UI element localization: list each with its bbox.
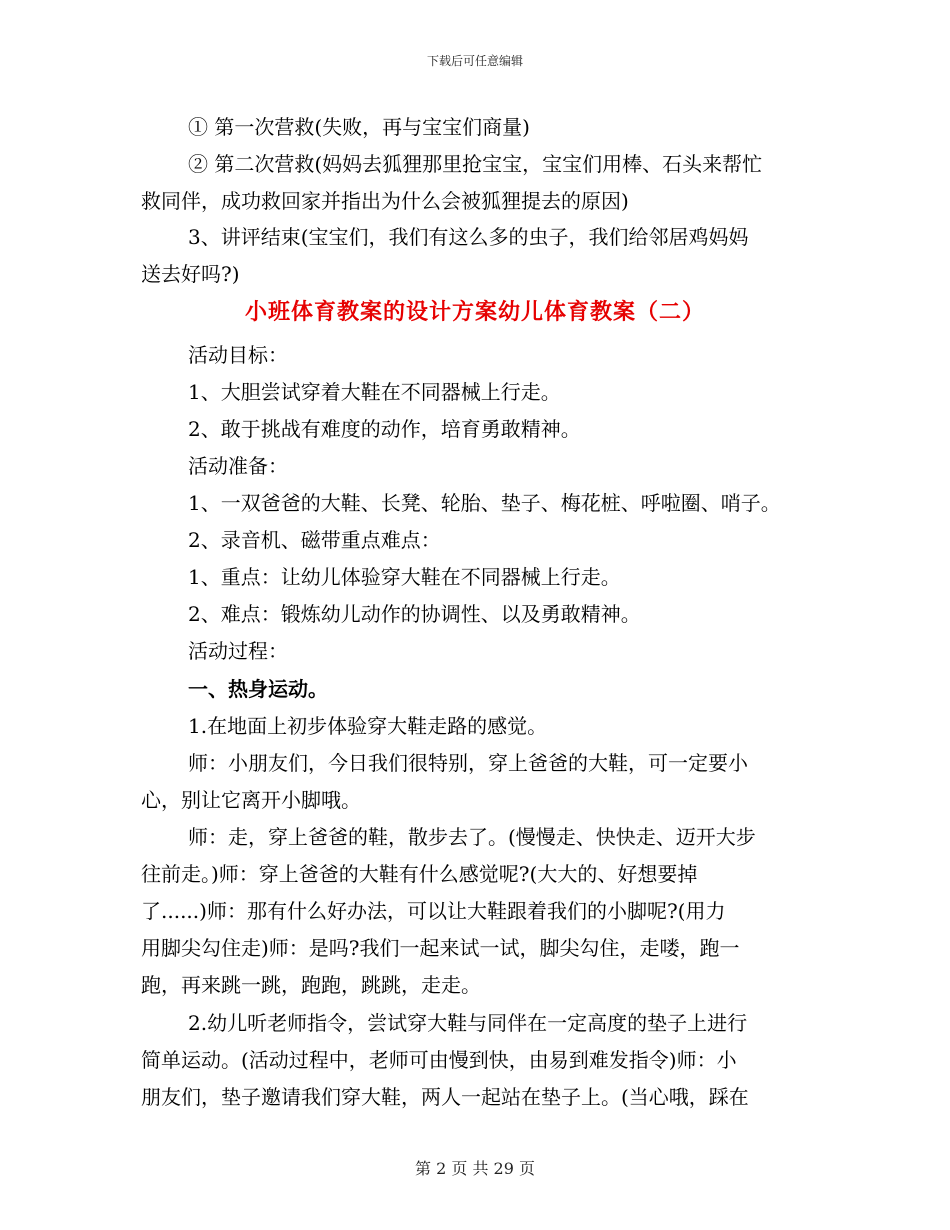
text-line: 2、录音机、磁带重点难点： [188,528,441,552]
subheading: 一、热身运动。 [188,677,328,701]
text-line: ① 第一次营救(失败，再与宝宝们商量) [188,115,530,139]
text-line: 活动目标： [188,343,288,367]
text-line: 3、讲评结束(宝宝们，我们有这么多的虫子，我们给邻居鸡妈妈 [188,225,749,249]
page-header: 下载后可任意编辑 [426,54,523,68]
text-line: 1、一双爸爸的大鞋、长凳、轮胎、垫子、梅花桩、呼啦圈、哨子。 [188,491,781,515]
text-line: 1、大胆尝试穿着大鞋在不同器械上行走。 [188,380,561,404]
text-line: 往前走。)师：穿上爸爸的大鞋有什么感觉呢?(大大的、好想要掉 [141,862,698,886]
text-line: 1、重点：让幼儿体验穿大鞋在不同器械上行走。 [188,565,621,589]
text-line: ② 第二次营救(妈妈去狐狸那里抢宝宝，宝宝们用棒、石头来帮忙 [188,152,763,176]
page-footer: 第 2 页 共 29 页 [415,1159,535,1178]
text-line: 活动准备： [188,454,288,478]
text-line: 用脚尖勾住走)师：是吗?我们一起来试一试，脚尖勾住，走喽，跑一 [141,936,740,960]
text-line: 了......)师：那有什么好办法，可以让大鞋跟着我们的小脚呢?(用力 [141,899,726,923]
text-line: 跑，再来跳一跳，跑跑，跳跳，走走。 [141,973,481,997]
text-line: 2、难点：锻炼幼儿动作的协调性、以及勇敢精神。 [188,602,641,626]
text-line: 送去好吗?) [141,262,240,286]
text-line: 师：走，穿上爸爸的鞋，散步去了。(慢慢走、快快走、迈开大步 [188,825,756,849]
text-line: 师：小朋友们，今日我们很特别，穿上爸爸的大鞋，可一定要小 [188,751,748,775]
text-line: 简单运动。(活动过程中，老师可由慢到快，由易到难发指令)师：小 [141,1048,737,1072]
section-title: 小班体育教案的设计方案幼儿体育教案（二） [244,299,705,325]
text-line: 活动过程： [188,639,288,663]
text-line: 2、敢于挑战有难度的动作，培育勇敢精神。 [188,417,581,441]
text-line: 1.在地面上初步体验穿大鞋走路的感觉。 [188,714,548,738]
text-line: 心，别让它离开小脚哦。 [141,788,361,812]
text-line: 2.幼儿听老师指令，尝试穿大鞋与同伴在一定高度的垫子上进行 [188,1011,748,1035]
text-line: 救同伴，成功救回家并指出为什么会被狐狸提去的原因) [141,189,629,213]
text-line: 朋友们，垫子邀请我们穿大鞋，两人一起站在垫子上。(当心哦，踩在 [141,1085,749,1109]
